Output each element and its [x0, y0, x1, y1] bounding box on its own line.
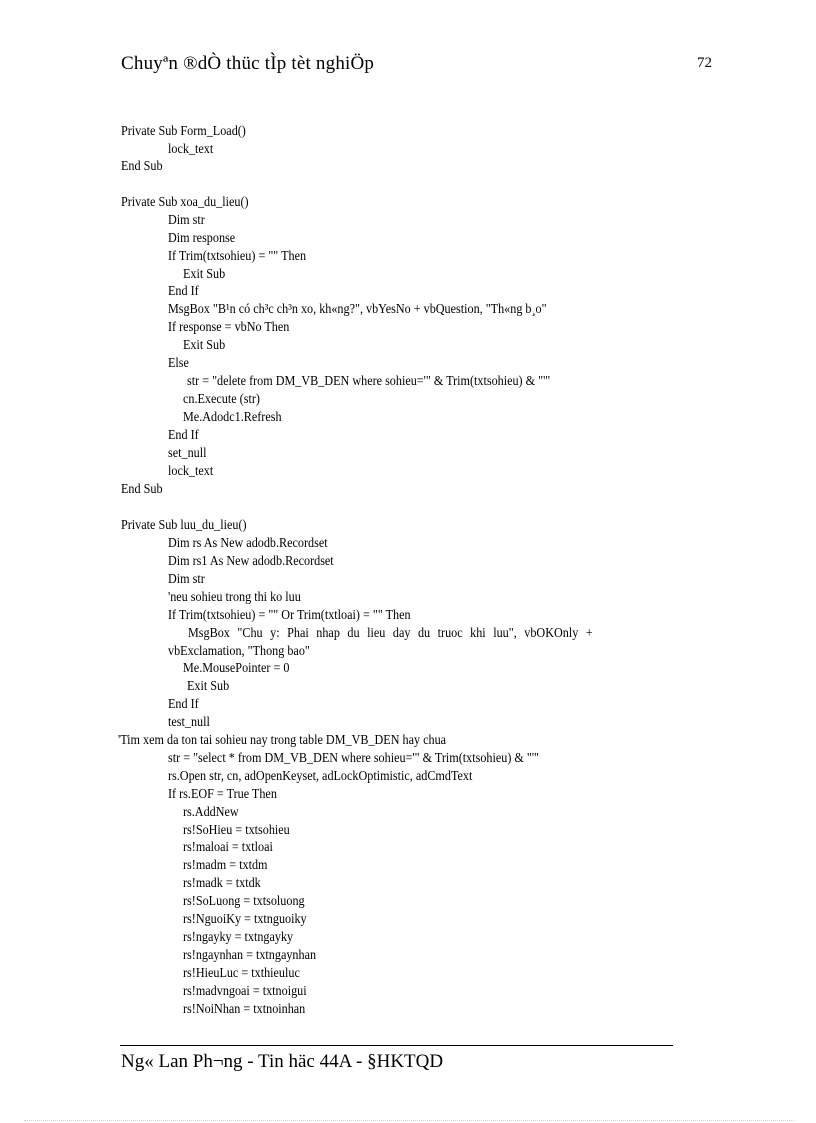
code-line: rs!madm = txtdm: [183, 857, 268, 872]
code-line: rs!SoLuong = txtsoluong: [183, 893, 305, 908]
code-line: Dim rs1 As New adodb.Recordset: [168, 553, 334, 568]
code-line: lock_text: [168, 141, 214, 156]
footer-divider: [120, 1045, 673, 1046]
code-line: Me.Adodc1.Refresh: [183, 409, 282, 424]
code-line: lock_text: [168, 463, 214, 478]
code-line: End If: [168, 696, 199, 711]
code-line: rs!maloai = txtloai: [183, 839, 273, 854]
code-line: rs.AddNew: [183, 804, 239, 819]
code-line: test_null: [168, 714, 210, 729]
code-line: rs!NoiNhan = txtnoinhan: [183, 1001, 306, 1016]
code-line: Dim str: [168, 212, 205, 227]
code-line: 'neu sohieu trong thi ko luu: [168, 589, 301, 604]
code-line: rs!NguoiKy = txtnguoiky: [183, 911, 307, 926]
code-line: rs!madk = txtdk: [183, 875, 261, 890]
code-line: MsgBox "B¹n có ch³c ch³n xo, kh«ng?", vbYesNo + vbQuestion, "Th«ng b¸o": [168, 301, 547, 316]
code-line: set_null: [168, 445, 207, 460]
code-line: Private Sub Form_Load(): [121, 123, 246, 138]
code-line: Me.MousePointer = 0: [183, 660, 290, 675]
code-line: If Trim(txtsohieu) = "" Or Trim(txtloai) = "" Then: [168, 607, 411, 622]
code-line: rs.Open str, cn, adOpenKeyset, adLockOptimistic, adCmdText: [168, 768, 473, 783]
code-line: rs!ngaynhan = txtngaynhan: [183, 947, 317, 962]
code-line: If response = vbNo Then: [168, 319, 290, 334]
page-number: 72: [697, 55, 712, 71]
header-title: Chuyªn ®dÒ thüc tÌp tèt nghiÖp: [121, 53, 375, 74]
code-line: rs!SoHieu = txtsohieu: [183, 822, 290, 837]
code-line: Exit Sub: [183, 337, 226, 352]
code-line: Dim str: [168, 571, 205, 586]
code-line: End If: [168, 427, 199, 442]
code-line: MsgBox "Chu y: Phai nhap du lieu day du truoc khi luu", vbOKOnly +: [188, 625, 593, 640]
code-line: Else: [168, 355, 189, 370]
code-line: End Sub: [121, 481, 163, 496]
code-line: rs!ngayky = txtngayky: [183, 929, 294, 944]
code-line: rs!HieuLuc = txthieuluc: [183, 965, 300, 980]
code-line: Dim rs As New adodb.Recordset: [168, 535, 328, 550]
code-line: 'Tim xem da ton tai sohieu nay trong table DM_VB_DEN hay chua: [118, 732, 447, 747]
code-line: Private Sub xoa_du_lieu(): [121, 194, 249, 209]
code-line: str = "select * from DM_VB_DEN where sohieu='" & Trim(txtsohieu) & "'": [168, 750, 540, 765]
code-line: Exit Sub: [183, 266, 226, 281]
footer-text: Ng« Lan Ph¬ng - Tin häc 44A - §HKTQD: [121, 1051, 444, 1072]
code-line: Private Sub luu_du_lieu(): [121, 517, 247, 532]
page-edge-divider: [24, 1120, 794, 1121]
code-line: rs!madvngoai = txtnoigui: [183, 983, 307, 998]
code-line: End If: [168, 283, 199, 298]
code-line: If Trim(txtsohieu) = "" Then: [168, 248, 307, 263]
code-line: End Sub: [121, 158, 163, 173]
code-line: vbExclamation, "Thong bao": [168, 643, 310, 658]
code-line: If rs.EOF = True Then: [168, 786, 277, 801]
code-line: cn.Execute (str): [183, 391, 260, 406]
code-line: Dim response: [168, 230, 236, 245]
code-line: Exit Sub: [187, 678, 230, 693]
code-line: str = "delete from DM_VB_DEN where sohieu='" & Trim(txtsohieu) & "'": [187, 373, 551, 388]
